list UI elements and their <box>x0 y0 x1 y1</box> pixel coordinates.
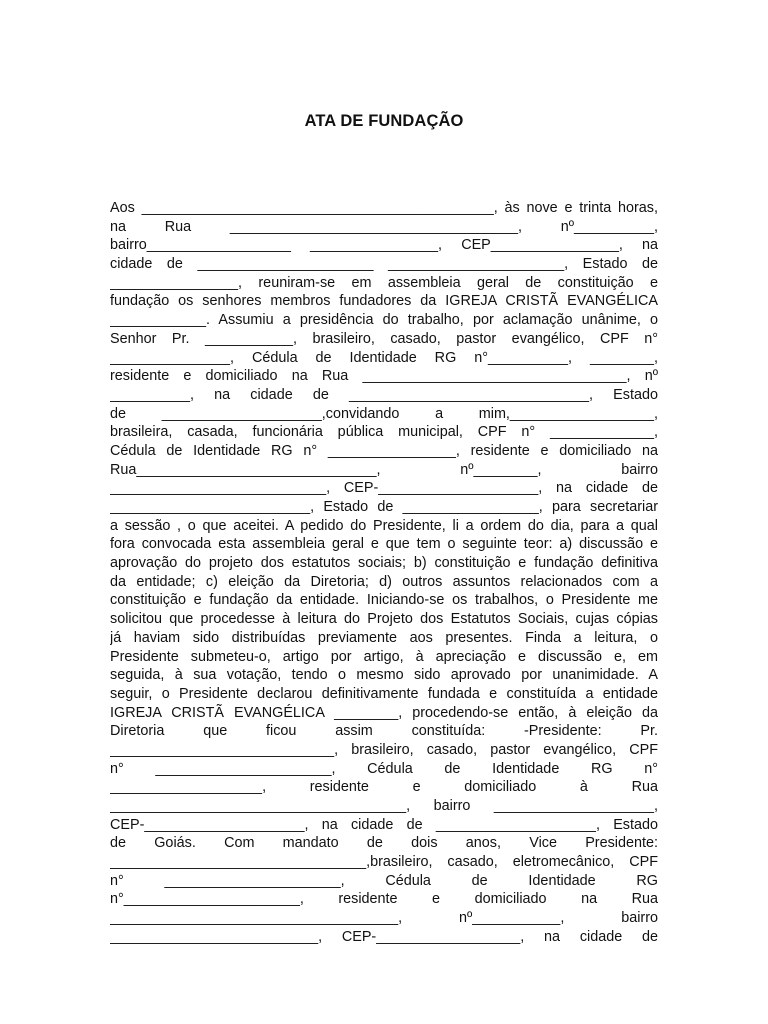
body-line: de ____________________,convidando a mim,__________________, <box>110 405 658 422</box>
body-line: solicitou que procedesse à leitura do Projeto dos Estatutos Sociais, cujas cópias <box>110 611 658 628</box>
body-line: __________________________, CEP-__________________, na cidade de <box>110 928 658 945</box>
body-line: ________________, reuniram-se em assembleia geral de constituição e <box>110 274 658 291</box>
body-line: ________________________________,brasileiro, casado, eletromecânico, CPF <box>110 854 658 871</box>
body-line: Cédula de Identidade RG n° ________________, residente e domiciliado na <box>110 442 658 459</box>
document-title: ATA DE FUNDAÇÃO <box>304 112 464 130</box>
body-line: bairro__________________ ________________, CEP________________, na <box>110 237 658 254</box>
body-line: aprovação do projeto dos estatutos sociais; b) constituição e fundação definitiva <box>110 555 658 572</box>
body-line: Diretoria que ficou assim constituída: -Presidente: Pr. <box>110 723 658 740</box>
body-line: Senhor Pr. ___________, brasileiro, casado, pastor evangélico, CPF n° <box>110 330 658 347</box>
body-line: ____________________________________, nº___________, bairro <box>110 910 658 927</box>
body-line: constituição e fundação da entidade. Iniciando-se os trabalhos, o Presidente me <box>110 592 658 609</box>
body-line: fora convocada esta assembleia geral e que tem o seguinte teor: a) discussão e <box>110 536 658 553</box>
body-line: de Goiás. Com mandato de dois anos, Vice Presidente: <box>110 835 658 852</box>
body-line: ____________________________, brasileiro, casado, pastor evangélico, CPF <box>110 741 658 758</box>
body-line: ____________. Assumiu a presidência do trabalho, por aclamação unânime, o <box>110 312 658 329</box>
body-line: a sessão , o que aceitei. A pedido do Presidente, li a ordem do dia, para a qual <box>110 517 658 534</box>
body-line: IGREJA CRISTÃ EVANGÉLICA ________, procedendo-se então, à eleição da <box>110 704 658 721</box>
body-line: Aos ____________________________________________, às nove e trinta horas, <box>110 200 658 216</box>
body-line: _____________________________________, bairro ____________________, <box>110 798 658 814</box>
document-body <box>110 199 658 947</box>
body-line: __________, na cidade de ______________________________, Estado <box>110 386 658 403</box>
body-line: _________________________, Estado de _________________, para secretariar <box>110 499 658 515</box>
body-line: Presidente submeteu-o, artigo por artigo, à apreciação e discussão e, em <box>110 648 658 665</box>
body-line: n°______________________, residente e domiciliado na Rua <box>110 891 658 908</box>
body-line: _______________, Cédula de Identidade RG n°__________, ________, <box>110 349 658 366</box>
body-line: n° ______________________, Cédula de Identidade RG n° <box>110 760 658 777</box>
body-line: residente e domiciliado na Rua _________________________________, nº <box>110 368 658 385</box>
body-line: CEP-____________________, na cidade de ____________________, Estado <box>110 816 658 833</box>
body-line: Rua______________________________, nº________, bairro <box>110 461 658 478</box>
body-line: ___________________________, CEP-____________________, na cidade de <box>110 480 658 497</box>
body-line: fundação os senhores membros fundadores da IGREJA CRISTÃ EVANGÉLICA <box>110 293 658 310</box>
body-line: cidade de ______________________ ______________________, Estado de <box>110 256 658 273</box>
body-line: já haviam sido distribuídas previamente aos presentes. Finda a leitura, o <box>110 629 658 646</box>
body-line: seguir, o Presidente declarou definitivamente fundada e constituída a entidade <box>110 685 658 702</box>
body-line: ___________________, residente e domiciliado à Rua <box>110 779 658 796</box>
body-line: seguida, à sua votação, tendo o mesmo sido aprovado por unanimidade. A <box>110 667 658 684</box>
body-line: brasileira, casada, funcionária pública municipal, CPF n° _____________, <box>110 424 658 441</box>
body-line: n° ______________________, Cédula de Identidade RG <box>110 872 658 889</box>
body-line: na Rua ____________________________________, nº__________, <box>110 218 658 235</box>
body-line: da entidade; c) eleição da Diretoria; d) outros assuntos relacionados com a <box>110 573 658 590</box>
